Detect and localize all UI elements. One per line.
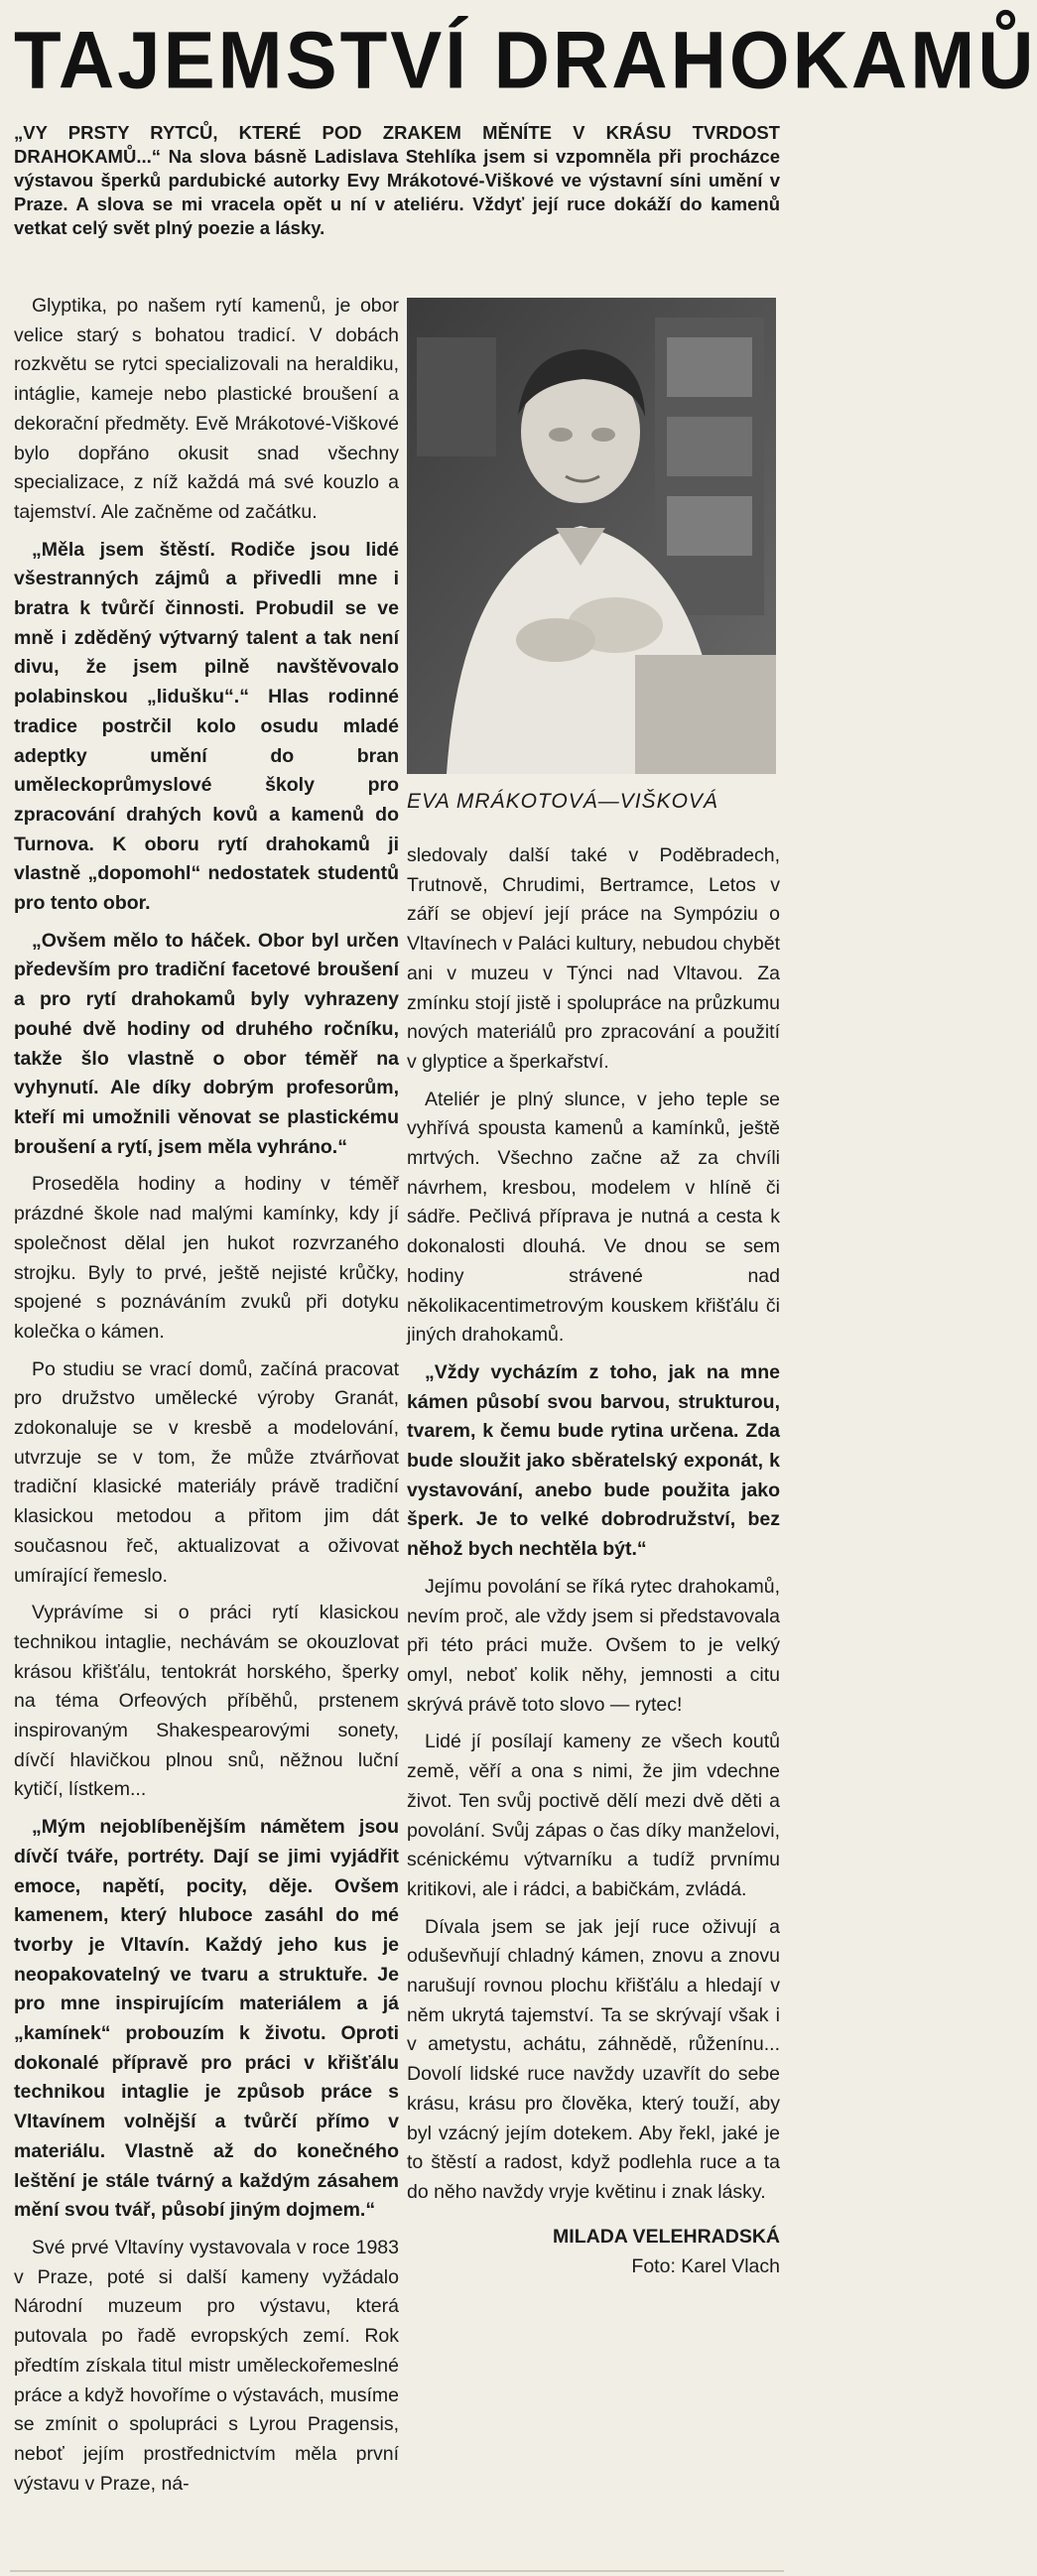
right-text-column (407, 841, 780, 2241)
page-edge-rule (10, 2570, 784, 2572)
paragraph: Dívala jsem se jak její ruce oživují a oduševňují chladný kámen, znovu a znovu narušují rovnou plochu křišťálu a hledají v něm ukrytá tajemství. Ta se skrývají však i v ametystu, achátu, záhnědě, růženínu... Dovolí lidské ruce navždy uzavřít do sebe krásu, krásu pro člověka, který touží, aby byl vzácný jejím dotekem. Aby řekl, jaké je to štěstí a radost, když podlehla ruce a ta do něho navždy vryje květinu i znak lásky. (407, 1915, 780, 2203)
headline: TAJEMSTVÍ DRAHOKAMŮ (14, 13, 1037, 106)
paragraph: „Vždy vycházím z toho, jak na mne kámen působí svou barvou, strukturou, tvarem, k čemu bude rytina určena. Zda bude sloužit jako sběratelský exponát, k vystavování, anebo bude použita jako šperk. Je to velké dobrodružství, bez něhož bych nechtěla být.“ (407, 1360, 780, 1561)
paragraph: Své prvé Vltavíny vystavovala v roce 1983 v Praze, poté si další kameny vyžádalo Národní muzeum pro výstavu, která putovala po řadě evropských zemí. Rok předtím získala titul mistr uměleckořemeslné práce a když hovoříme o výstavách, musíme se zmínit o spolupráci s Lyrou Pragensis, neboť jejím prostřednictvím měla první výstavu v Praze, ná- (14, 2237, 399, 2495)
paragraph: Ateliér je plný slunce, v jeho teple se vyhřívá spousta kamenů a kamínků, ještě mrtvých. Všechno začne až za chvíli návrhem, kresbou, modelem v hlíně či sádře. Pečlivá příprava je nutná a cesta k dokonalosti dlouhá. Ve dnou se sem hodiny strávené nad několikacentimetrovým kouskem křišťálu či jiných drahokamů. (407, 1088, 780, 1347)
photo-caption: EVA MRÁKOTOVÁ—VIŠKOVÁ (407, 790, 718, 813)
photo-credit: Foto: Karel Vlach (631, 2255, 780, 2277)
paragraph: „Měla jsem štěstí. Rodiče jsou lidé všestranných zájmů a přivedli mne i bratra k tvůrčí činnosti. Probudil se ve mně i zděděný výtvarný talent a tak není divu, že jsem pilně navštěvovalo polabinskou „lidušku“.“ Hlas rodinné tradice postrčil kolo osudu mladé adeptky umění do bran uměleckoprůmyslové školy pro zpracování drahých kovů a kamenů do Turnova. K oboru rytí drahokamů ji vlastně „dopomohl“ nedostatek studentů pro tento obor. (14, 538, 399, 915)
author-signature: MILADA VELEHRADSKÁ (553, 2226, 780, 2248)
paragraph: Glyptika, po našem rytí kamenů, je obor velice starý s bohatou tradicí. V dobách rozkvětu se rytci specializovali na heraldiku, intáglie, kameje nebo plastické broušení a dekorační předměty. Evě Mrákotové-Viškové bylo dopřáno okusit snad všechny specializace, z níž každá má své kouzlo a tajemství. Ale začněme od začátku. (14, 295, 399, 523)
paragraph: Proseděla hodiny a hodiny v téměř prázdné škole nad malými kamínky, kdy jí společnost dělal jen hukot rozvrzaného strojku. Byly to prvé, ještě nejisté krůčky, spojené s poznáváním zvuků při dotyku kolečka o kámen. (14, 1173, 399, 1343)
paragraph: Lidé jí posílají kameny ze všech koutů země, věří a ona s nimi, že jim vdechne život. Ten svůj poctivě dělí mezi dvě děti a povolání. Svůj zápas o čas díky manželovi, scénickému výtvarníku a tudíž prvnímu kritikovi, ale i rádci, a babičkám, zvládá. (407, 1731, 780, 1900)
paragraph: „Ovšem mělo to háček. Obor byl určen především pro tradiční facetové broušení a pro rytí drahokamů byly vyhrazeny pouhé dvě hodiny od druhého ročníku, takže šlo vlastně o obor téměř na vyhynutí. Ale díky dobrým profesorům, kteří mi umožnili věnovat se plastickému broušení a rytí, jsem měla vyhráno.“ (14, 929, 399, 1158)
left-text-column (14, 292, 399, 2564)
portrait-image (407, 298, 776, 774)
paragraph: „Mým nejoblíbenějším námětem jsou dívčí tváře, portréty. Dají se jimi vyjádřit emoce, napětí, pocity, děje. Ovšem kamenem, který hluboce zasáhl do mé tvorby je Vltavín. Každý jeho kus je neopakovatelný ve tvaru a struktuře. Je pro mne inspirujícím materiálem a já „kamínek“ probouzím k životu. Oproti dokonalé přípravě pro práci v křišťálu technikou intaglie je způsob práce s Vltavínem volnější a tvůrčí přímo v materiálu. Vlastně až do konečného leštění je stále tvárný a každým zásahem mění svou tvář, působí jiným dojmem.“ (14, 1816, 399, 2222)
lead-paragraph: „VY PRSTY RYTCŮ, KTERÉ POD ZRAKEM MĚNÍTE V KRÁSU TVRDOST DRAHOKAMŮ...“ Na slova básně Ladislava Stehlíka jsem si vzpomněla při procházce výstavou šperků pardubické autorky Evy Mrákotové-Viškové ve výstavní síni umění v Praze. A slova se mi vracela opět u ní v ateliéru. Vždyť její ruce dokáží do kamenů vetkat celý svět plný poezie a lásky. (14, 122, 780, 238)
paragraph: Po studiu se vrací domů, začíná pracovat pro družstvo umělecké výroby Granát, zdokonaluje se v kresbě a modelování, utvrzuje se v tom, že může ztvárňovat tradiční klasické materiály právě tradiční klasickou metodou a přitom jim dát současnou řeč, aktualizovat a oživovat umírající řemeslo. (14, 1357, 399, 1587)
author-photo (407, 298, 776, 774)
paragraph: Jejímu povolání se říká rytec drahokamů, nevím proč, ale vždy jsem si představovala při této práci muže. Ovšem to je velký omyl, neboť kolik něhy, jemnosti a citu skrývá právě toto slovo — rytec! (407, 1575, 780, 1716)
paragraph: Vyprávíme si o práci rytí klasickou technikou intaglie, nechávám se okouzlovat krásou křišťálu, tentokrát horského, šperky na téma Orfeových příběhů, prstenem inspirovaným Shakespearovými sonety, dívčí hlavičkou plnou snů, něžnou luční kytičí, lístkem... (14, 1602, 399, 1801)
paragraph: sledovaly další také v Poděbradech, Trutnově, Chrudimi, Bertramce, Letos v září se objeví její práce na Sympóziu o Vltavínech v Paláci kultury, nebudou chybět ani v muzeu v Týnci nad Vltavou. Za zmínku stojí jistě i spolupráce na průzkumu nových materiálů pro zpracování a použití v glyptice a šperkařství. (407, 844, 780, 1073)
